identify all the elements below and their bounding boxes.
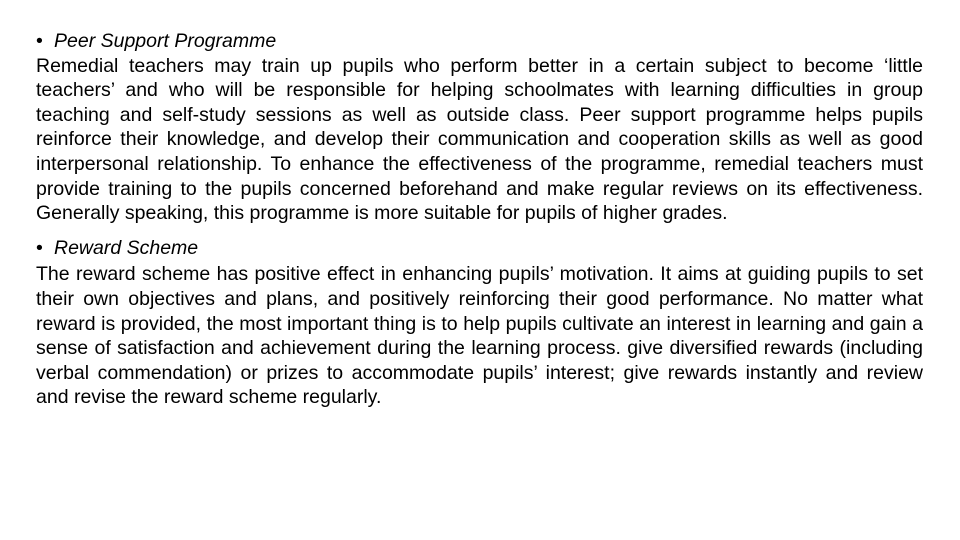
paragraph-reward-scheme: The reward scheme has positive effect in enhancing pupils’ motivation. It aims at guiding pupils to set their own objectives and plans, and positively reinforcing their good performance. No matter what reward is provided, the most important thing is to help pupils cultivate an interest in learning and gain a sense of satisfaction and achievement during the learning process. give diversified rewards (including verbal commendation) or prizes to accommodate pupils’ interest; give rewards instantly and review and revise the reward scheme regularly. xyxy=(36,263,923,409)
heading-reward-scheme: Reward Scheme xyxy=(54,236,199,259)
section-heading-peer-support xyxy=(36,29,923,54)
section-heading-reward-scheme xyxy=(36,236,923,261)
heading-peer-support-programme: Peer Support Programme xyxy=(54,30,277,52)
paragraph-peer-support: Remedial teachers may train up pupils who perform better in a certain subject to become ‘little teachers’ and who will be responsible for helping schoolmates with learning difficulties in group teaching and self-study sessions as well as outside class. Peer support programme helps pupils reinforce their knowledge, and develop their communication and cooperation skills as well as good interpersonal relationship. To enhance the effectiveness of the programme, remedial teachers must provide training to the pupils concerned beforehand and make regular reviews on its effectiveness. Generally speaking, this programme is more suitable for pupils of higher grades. xyxy=(36,54,923,225)
bullet-icon: • xyxy=(36,30,43,52)
slide-content xyxy=(36,29,923,410)
bullet-icon: • xyxy=(36,236,43,259)
